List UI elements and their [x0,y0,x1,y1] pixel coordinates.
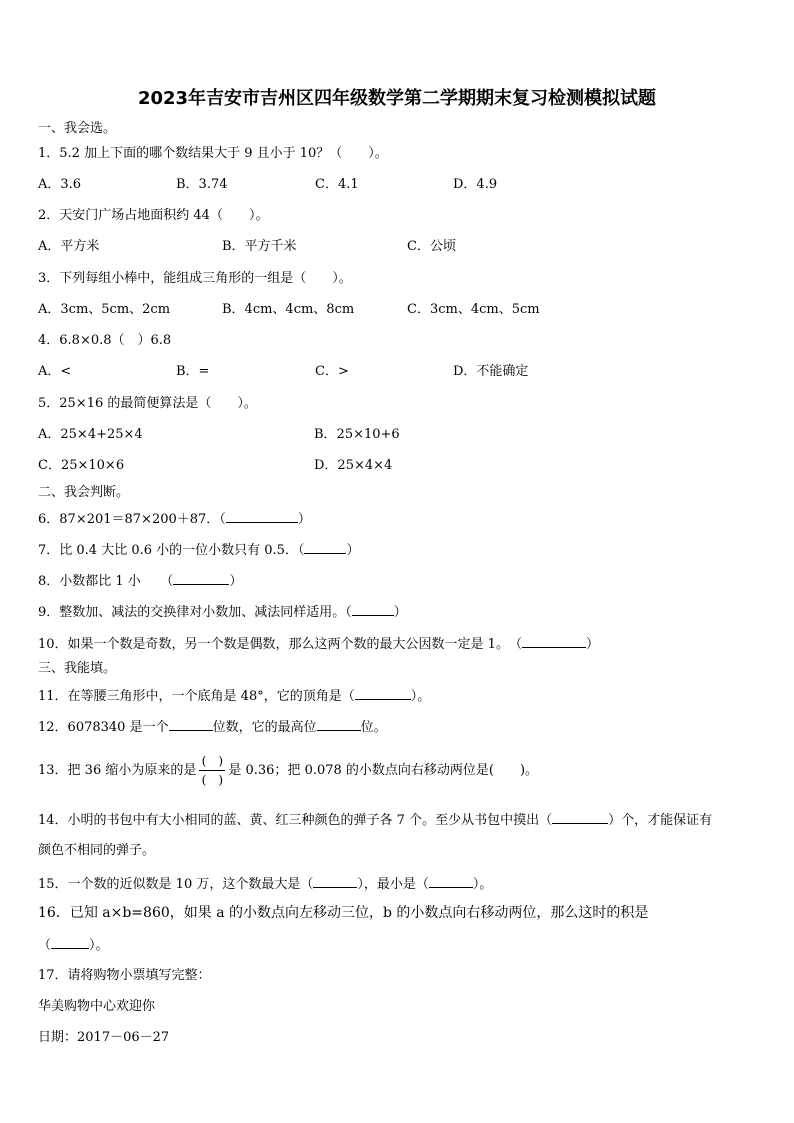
question-5-option-c: C．25×10×6 [38,458,125,473]
question-8 [38,572,242,590]
question-8-close: ） [229,574,243,589]
answer-blank[interactable] [313,875,357,888]
question-6-stem: 6．87×201＝87×200＋87．（ [38,512,226,527]
question-3-option-c: C．3cm、4cm、5cm [407,302,540,317]
question-4-option-c: C．> [315,364,349,379]
answer-blank[interactable] [355,687,411,700]
question-14-part-1: 14．小明的书包中有大小相同的蓝、黄、红三种颜色的弹子各 7 个。至少从书包中摸出（ [38,813,553,828]
question-1-option-b: B．3.74 [176,177,228,192]
question-12 [38,718,387,736]
question-2-stem: 2．天安门广场占地面积约 44（ ）。 [38,208,269,223]
question-3-option-a: A．3cm、5cm、2cm [38,302,171,317]
fraction-numerator-blank[interactable]: ( ) [201,754,224,768]
fraction [199,754,225,787]
question-16-line-1: 16．已知 a×b=860，如果 a 的小数点向左移动三位，b 的小数点向右移动两位，那么这时的积是 [38,905,649,921]
section-heading-judge: 二、我会判断。 [38,485,130,500]
question-8-stem: 8．小数都比 1 小 （ [38,574,174,589]
answer-blank[interactable] [317,718,361,731]
question-2-option-b: B．平方千米 [222,239,297,254]
question-12-part-3: 位。 [360,720,387,735]
question-9-close: ） [393,605,407,620]
fraction-denominator-blank[interactable]: ( ) [201,773,224,787]
answer-blank[interactable] [173,572,229,585]
question-13-part-1: 13．把 36 缩小为原来的是 [38,763,197,778]
question-12-part-1: 12．6078340 是一个 [38,720,169,735]
question-1-stem: 1．5.2 加上下面的哪个数结果大于 9 且小于 10？（ ）。 [38,146,388,161]
question-4-option-a: A．< [38,364,72,379]
question-15 [38,875,492,893]
question-11 [38,687,430,705]
question-11-stem: 11．在等腰三角形中，一个底角是 48°，它的顶角是（ [38,689,355,704]
question-7-close: ） [346,543,360,558]
question-2-option-a: A．平方米 [38,239,100,254]
question-5-option-d: D．25×4×4 [314,458,393,473]
question-10-stem: 10．如果一个数是奇数，另一个数是偶数，那么这两个数的最大公因数一定是 1。 （ [38,637,522,652]
question-15-part-3: ）。 [472,877,493,892]
question-3-option-b: B．4cm、4cm、8cm [222,302,355,317]
answer-blank[interactable] [51,936,89,949]
question-4-option-d: D．不能确定 [453,364,529,379]
question-10 [38,635,599,653]
question-7-stem: 7．比 0.4 大比 0.6 小的一位小数只有 0.5．（ [38,543,305,558]
question-12-part-2: 位数，它的最高位 [212,720,317,735]
answer-blank[interactable] [429,875,473,888]
question-5-option-a: A．25×4+25×4 [38,427,143,442]
question-5-option-b: B．25×10+6 [314,427,400,442]
question-11-close: ）。 [410,689,431,704]
question-1-option-a: A．3.6 [38,177,82,192]
section-heading-fill: 三、我能填。 [38,661,117,676]
question-1-option-c: C．4.1 [315,177,359,192]
receipt-date: 日期：2017－06－27 [38,1030,170,1045]
question-17-stem: 17．请将购物小票填写完整： [38,968,211,983]
question-7 [38,541,359,559]
question-5-stem: 5．25×16 的最简便算法是（ ）。 [38,396,257,411]
question-14-line-2: 颜色不相同的弹子。 [38,843,156,858]
question-14-line-1 [38,811,712,829]
fraction-bar [199,770,225,771]
question-10-close: ） [585,637,599,652]
question-16-close: ）。 [89,938,109,953]
question-16-line-2 [38,936,109,954]
answer-blank[interactable] [522,635,586,648]
answer-blank[interactable] [552,811,608,824]
question-13-part-2: 是 0.36；把 0.078 的小数点向右移动两位是( )。 [228,763,539,778]
question-15-part-2: ），最小是（ [357,877,429,892]
question-4-stem: 4．6.8×0.8（ ）6.8 [38,333,172,348]
question-1-option-d: D．4.9 [453,177,498,192]
question-6 [38,510,311,528]
question-15-part-1: 15．一个数的近似数是 10 万，这个数最大是（ [38,877,314,892]
question-16-open: （ [38,938,52,953]
question-4-option-b: B．= [176,364,210,379]
answer-blank[interactable] [226,510,298,523]
question-6-close: ） [297,512,311,527]
question-14-part-2: ）个，才能保证有 [608,813,713,828]
question-3-stem: 3．下列每组小棒中，能组成三角形的一组是（ ）。 [38,271,352,286]
answer-blank[interactable] [352,603,394,616]
section-heading-choice: 一、我会选。 [38,121,117,136]
question-2-option-c: C．公顷 [407,239,456,254]
question-13 [38,752,538,790]
answer-blank[interactable] [169,718,213,731]
page-title: 2023年吉安市吉州区四年级数学第二学期期末复习检测模拟试题 [137,88,657,109]
question-9-stem: 9．整数加、减法的交换律对小数加、减法同样适用。（ [38,605,352,620]
receipt-store-name: 华美购物中心欢迎你 [38,999,156,1014]
answer-blank[interactable] [304,541,346,554]
question-9 [38,603,407,621]
